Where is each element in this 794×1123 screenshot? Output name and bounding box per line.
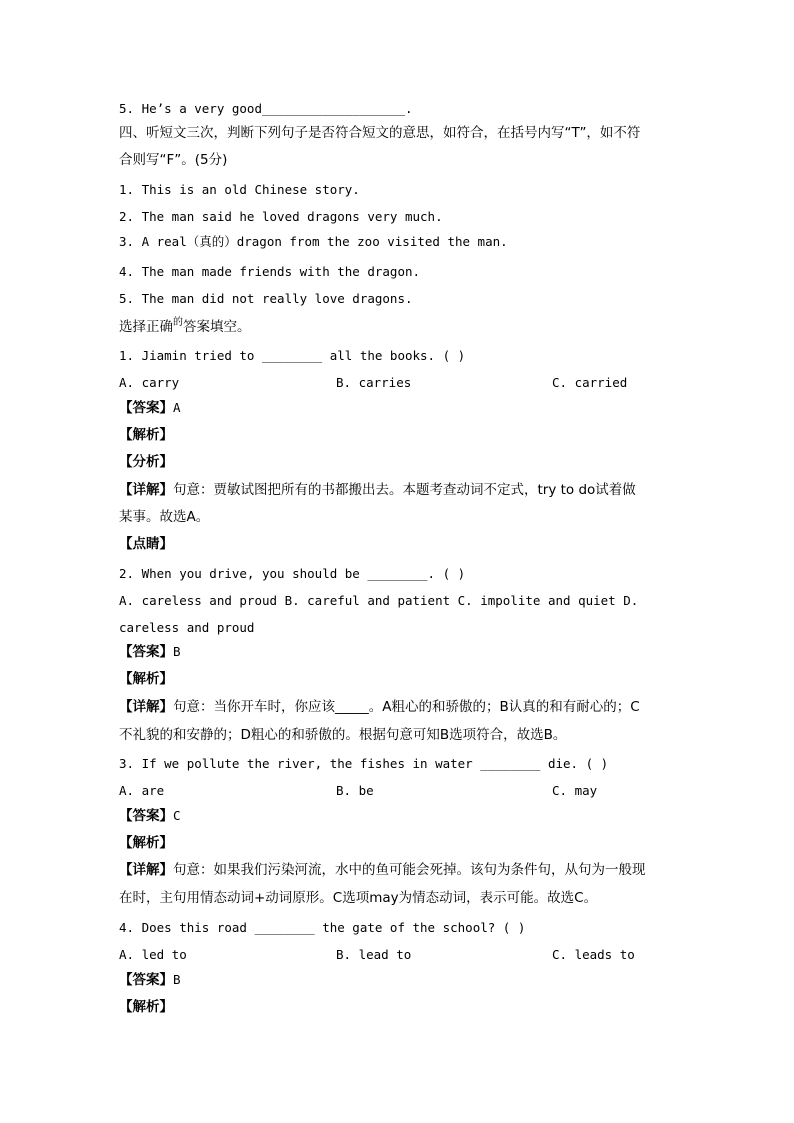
q2-stem: 2. When you drive, you should be ________. ( ): [119, 566, 466, 581]
q1-analysis-label: 【解析】: [119, 427, 173, 443]
question-5-fill: [119, 100, 413, 118]
section-4-instruction-line2: 合则写“F”。(5分): [119, 152, 228, 168]
q3-option-c: C. may: [552, 783, 598, 798]
q1-dianjing-label: 【点睛】: [119, 536, 173, 552]
q4-stem: 4. Does this road ________ the gate of the school? ( ): [119, 920, 526, 935]
q1-stem: 1. Jiamin tried to ________ all the books. ( ): [119, 348, 466, 363]
q3-option-a: A. are: [119, 783, 165, 798]
q2-detail-line1: 【详解】句意：当你开车时，你应该_____。A粗心的和骄傲的；B认真的和有耐心的；C: [119, 699, 640, 715]
q4-option-c: C. leads to: [552, 947, 635, 962]
q3-analysis-label: 【解析】: [119, 835, 173, 851]
q4-analysis-label: 【解析】: [119, 999, 173, 1015]
q3-option-b: B. be: [336, 783, 374, 798]
tf-statement-3: 3. A real（真的）dragon from the zoo visited the man.: [119, 234, 508, 249]
q2-options-line1: A. careless and proud B. careful and patient C. impolite and quiet D.: [119, 593, 639, 608]
q4-option-b: B. lead to: [336, 947, 412, 962]
q1-option-c: C. carried: [552, 375, 628, 390]
q4-option-a: A. led to: [119, 947, 187, 962]
q3-detail-line2: 在时，主句用情态动词+动词原形。C选项may为情态动词，表示可能。故选C。: [119, 890, 598, 906]
q1-fenxi-label: 【分析】: [119, 454, 173, 470]
tf-statement-2: 2. The man said he loved dragons very much.: [119, 209, 443, 224]
tf-statement-5: 5. The man did not really love dragons.: [119, 291, 413, 306]
q2-analysis-label: 【解析】: [119, 671, 173, 687]
answer-blank: ___________________: [262, 101, 405, 116]
tf-statement-4: 4. The man made friends with the dragon.: [119, 264, 421, 279]
q1-detail-line1: 【详解】句意：贾敏试图把所有的书都搬出去。本题考查动词不定式，try to do试着做: [119, 482, 636, 498]
q3-answer: 【答案】C: [119, 808, 181, 824]
q1-answer: 【答案】A: [119, 400, 181, 416]
q2-answer: 【答案】B: [119, 644, 181, 660]
q2-options-line2: careless and proud: [119, 620, 255, 635]
section-4-instruction-line1: 四、听短文三次，判断下列句子是否符合短文的意思，如符合，在括号内写“T”，如不符: [119, 125, 641, 141]
q1-option-b: B. carries: [336, 375, 412, 390]
q2-detail-line2: 不礼貌的和安静的；D粗心的和骄傲的。根据句意可知B选项符合，故选B。: [119, 727, 567, 743]
q3-stem: 3. If we pollute the river, the fishes in water ________ die. ( ): [119, 756, 609, 771]
question-text: 5. He’s a very good: [119, 101, 262, 116]
q4-answer: 【答案】B: [119, 972, 181, 988]
q3-detail-line1: 【详解】句意：如果我们污染河流，水中的鱼可能会死掉。该句为条件句，从句为一般现: [119, 862, 646, 878]
q1-option-a: A. carry: [119, 375, 180, 390]
question-text: .: [405, 101, 413, 116]
tf-statement-1: 1. This is an old Chinese story.: [119, 182, 360, 197]
q1-detail-line2: 某事。故选A。: [119, 509, 210, 525]
choose-section-heading: 选择正确$^的$答案填空。: [119, 317, 251, 335]
